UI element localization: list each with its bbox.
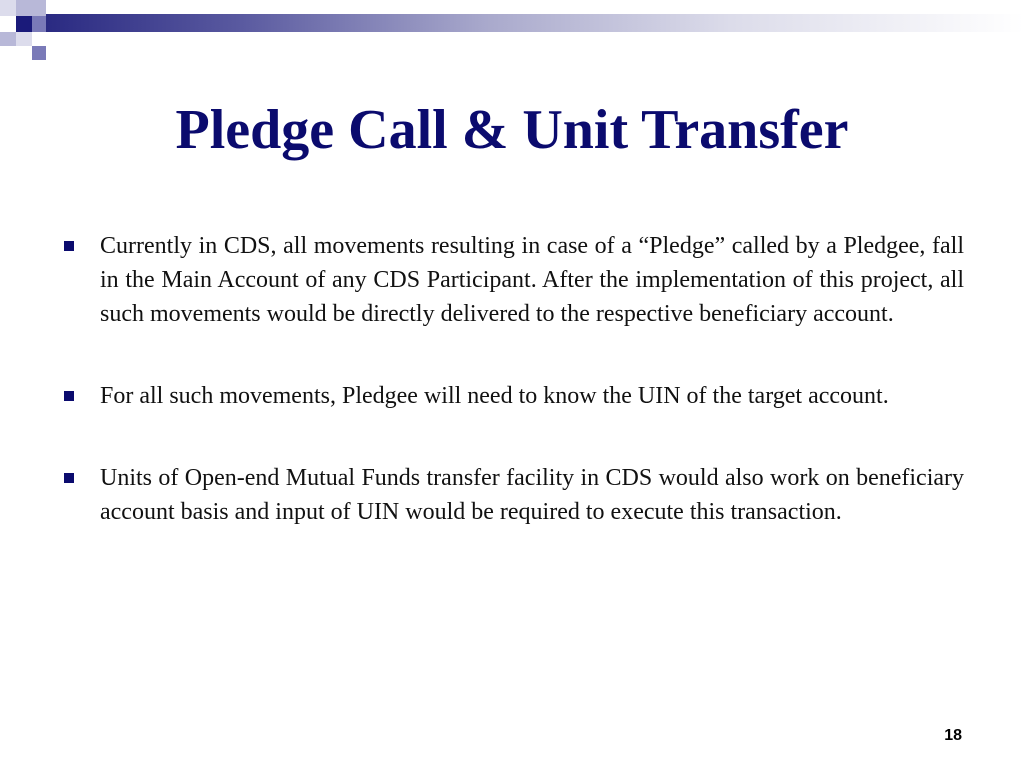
header-square-light-3 bbox=[0, 32, 16, 46]
header-square-pale-2 bbox=[16, 32, 32, 46]
bullet-text: Units of Open-end Mutual Funds transfer facility in CDS would also work on beneficiary account basis and input of UIN would be required to execute this transaction. bbox=[100, 465, 964, 525]
square-bullet-icon bbox=[64, 473, 74, 483]
bullet-item bbox=[60, 461, 964, 529]
bullet-text: For all such movements, Pledgee will need to know the UIN of the target account. bbox=[100, 383, 889, 409]
header-gradient-bar bbox=[46, 14, 1024, 32]
header-square-light bbox=[16, 0, 32, 16]
header-square-mid-2 bbox=[32, 46, 46, 60]
bullet-item bbox=[60, 229, 964, 331]
page-number: 18 bbox=[944, 727, 962, 744]
header-square-dark bbox=[16, 16, 32, 32]
square-bullet-icon bbox=[64, 391, 74, 401]
header-square-mid bbox=[32, 16, 46, 32]
header-square-light-2 bbox=[32, 0, 46, 16]
bullet-list bbox=[60, 229, 964, 577]
square-bullet-icon bbox=[64, 241, 74, 251]
slide-title: Pledge Call & Unit Transfer bbox=[175, 99, 849, 161]
header-square-pale bbox=[0, 0, 16, 16]
bullet-text: Currently in CDS, all movements resulting in case of a “Pledge” called by a Pledgee, fall in the Main Account of any CDS Participant. After the implementation of this project, all such movements would be directly delivered to the respective beneficiary account. bbox=[100, 233, 964, 327]
bullet-item bbox=[60, 379, 964, 413]
